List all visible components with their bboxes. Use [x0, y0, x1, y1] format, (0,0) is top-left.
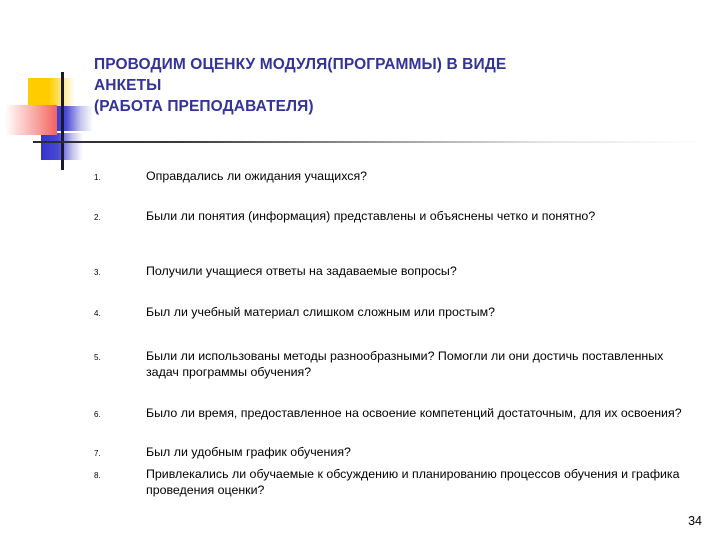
list-item-number: 8.: [94, 471, 101, 480]
list-item-number: 5.: [94, 353, 101, 362]
list-item-text: Был ли удобным график обучения?: [146, 445, 351, 459]
list-item-number: 6.: [94, 410, 101, 419]
slide-title-line-2: АНКЕТЫ: [94, 77, 162, 94]
list-item: [94, 168, 688, 184]
slide-title-line-3: (РАБОТА ПРЕПОДАВАТЕЛЯ): [94, 98, 314, 115]
list-item: [94, 405, 688, 421]
deco-yellow-rectangle: [28, 78, 75, 116]
list-item-text: Были ли понятия (информация) представлены и объяснены четко и понятно?: [146, 209, 596, 223]
list-item: [94, 304, 688, 320]
list-item-number: 1.: [94, 173, 101, 182]
list-item-number: 3.: [94, 268, 101, 277]
slide-title: [94, 54, 700, 117]
list-item: [94, 263, 688, 279]
list-item-text: Получили учащиеся ответы на задаваемые вопросы?: [146, 264, 457, 278]
list-item-text: Были ли использованы методы разнообразными? Помогли ли они достичь поставленных задач программы обучения?: [146, 349, 664, 379]
list-item: [94, 208, 688, 224]
deco-blue-rectangle-lower: [41, 133, 83, 160]
list-item: [94, 466, 688, 498]
deco-vertical-line: [61, 72, 64, 170]
deco-red-rectangle: [5, 105, 57, 135]
list-item-text: Был ли учебный материал слишком сложным или простым?: [146, 305, 496, 319]
page-number: 34: [688, 514, 702, 528]
list-item-number: 2.: [94, 213, 101, 222]
list-item-number: 7.: [94, 449, 101, 458]
list-item-text: Привлекались ли обучаемые к обсуждению и планированию процессов обучения и графика проведения оценки?: [146, 467, 680, 497]
list-item-text: Было ли время, предоставленное на освоение компетенций достаточным, для их освоения?: [146, 406, 682, 420]
title-divider: [33, 141, 705, 143]
list-item-number: 4.: [94, 309, 101, 318]
deco-blue-rectangle-upper: [48, 106, 93, 131]
slide-title-line-1: ПРОВОДИМ ОЦЕНКУ МОДУЛЯ(ПРОГРАММЫ) В ВИДЕ: [94, 56, 507, 73]
list-item-text: Оправдались ли ожидания учащихся?: [146, 169, 368, 183]
list-item: [94, 348, 688, 380]
list-item: [94, 444, 688, 460]
